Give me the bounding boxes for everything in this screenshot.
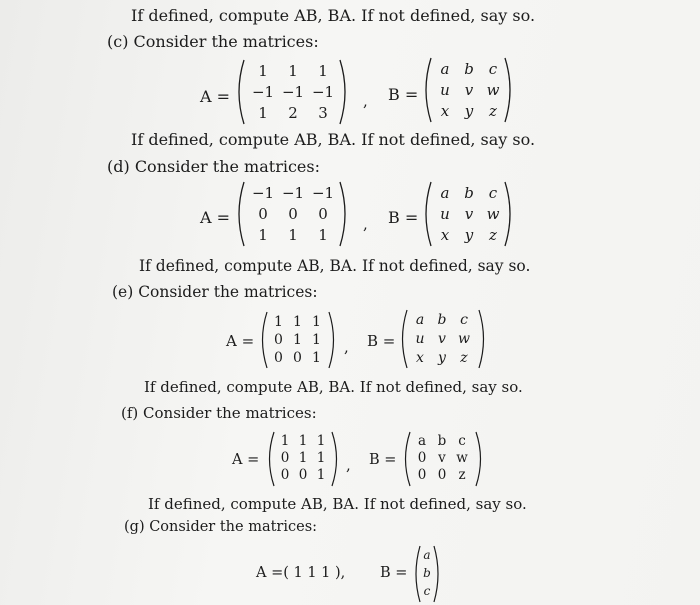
matrix-entry: −1 [311,83,335,101]
matrix-entry: 0 [274,332,283,348]
matrix-b [401,430,485,488]
part-c-heading: (c) Consider the matrices: [107,32,319,51]
matrix-entry: −1 [281,184,305,202]
matrix-entry: u [440,205,450,223]
matrix-entry: w [456,450,468,466]
row-vector-a [256,565,345,581]
matrix-entries [248,62,338,123]
matrix-entry: 0 [318,205,328,223]
matrix-entry: 1 [258,226,268,244]
matrix-entry: 0 [280,450,290,466]
matrix-b [421,56,515,124]
instruction-line: If defined, compute AB, BA. If not defined, say so. [139,257,531,275]
matrix-entry: 1 [312,350,321,366]
matrix-entry: −1 [251,184,275,202]
matrix-entry: v [438,450,446,466]
matrix-entry: w [458,331,470,347]
matrix-entry: 1 [318,62,328,80]
part-d-heading: (d) Consider the matrices: [107,157,320,176]
comma: , [344,338,349,356]
matrix-entry: 1 [312,314,321,330]
matrix-entries [412,433,472,484]
matrix-b-label: B = [388,208,419,227]
matrix-entry: −1 [281,83,305,101]
matrix-b [421,180,515,248]
column-vector-b [412,544,442,604]
matrix-a-label: A = [232,452,260,468]
matrix-b-label: B = [388,85,419,104]
matrix-entry: a [440,60,450,78]
matrix-entry: a [440,184,450,202]
comma: , [363,215,368,233]
instruction-line: If defined, compute AB, BA. If not defined, say so. [131,130,536,149]
matrix-a-label: A = [256,565,284,581]
matrix-entry: 1 [293,332,302,348]
matrix-entry: 0 [437,467,447,483]
matrix-entry: v [464,205,474,223]
matrix-a-label: A = [226,332,255,350]
comma: , [363,92,368,110]
matrix-entry: c [488,184,498,202]
matrix-entry: x [440,102,450,120]
matrix-a [258,310,338,370]
matrix-entry: w [486,81,500,99]
matrix-entry: a [423,548,431,562]
instruction-line: If defined, compute AB, BA. If not defined, say so. [144,378,523,396]
matrix-entry: z [489,226,497,244]
matrix-entry: 0 [417,467,427,483]
matrix-a [265,430,341,488]
matrix-entry: 0 [417,450,427,466]
matrix-b-label: B = [369,452,397,468]
matrix-entry: c [458,433,466,449]
matrix-entry: 1 [318,226,328,244]
matrix-entry: 0 [280,467,290,483]
matrix-entry: u [415,331,425,347]
matrix-entry: b [437,433,447,449]
matrix-entry: 0 [293,350,302,366]
matrix-b-label: B = [380,565,408,581]
matrix-entry: b [464,184,474,202]
matrix-a [234,58,350,126]
matrix-entry: 1 [298,433,308,449]
matrix-entry: u [440,81,450,99]
matrix-entries [409,311,475,367]
matrix-entry: z [458,467,466,483]
matrix-entry: x [440,226,450,244]
matrix-entry: 1 [312,332,321,348]
matrix-entries [433,184,505,245]
part-f-heading: (f) Consider the matrices: [121,404,317,422]
matrix-entry: 1 [258,62,268,80]
instruction-line: If defined, compute AB, BA. If not defined, say so. [131,6,536,25]
matrix-entry: 1 [316,467,326,483]
matrix-entry: c [460,312,468,328]
matrix-entry: y [464,102,474,120]
matrix-entry: 1 [316,450,326,466]
matrix-entries [433,60,505,121]
part-e-heading: (e) Consider the matrices: [112,283,318,301]
matrix-entry: 1 [258,104,268,122]
matrix-entry: 3 [318,104,328,122]
matrix-entry: z [460,350,468,366]
matrix-entry: 0 [274,350,283,366]
matrix-entries [420,547,434,600]
matrix-entry: 1 [274,314,283,330]
matrix-entry: b [423,566,431,580]
matrix-b [398,308,488,370]
matrix-a-label: A = [200,87,231,106]
matrix-entry: z [489,102,497,120]
matrix-entry: 1 [298,450,308,466]
matrix-entry: 0 [258,205,268,223]
matrix-entry: 1 [316,433,326,449]
matrix-a-label: A = [200,208,231,227]
matrix-entry: w [486,205,500,223]
matrix-a [234,180,350,248]
part-g-heading: (g) Consider the matrices: [124,519,318,535]
matrix-entries [269,313,326,367]
matrix-entry: 2 [288,104,298,122]
matrix-entry: c [488,60,498,78]
matrix-entry: b [437,312,447,328]
matrix-entry: a [415,312,425,328]
matrix-entry: c [423,584,431,598]
matrix-entry: v [464,81,474,99]
matrix-b-label: B = [367,332,396,350]
matrix-entry: 0 [288,205,298,223]
matrix-entry: v [438,331,446,347]
matrix-entry: 1 [293,314,302,330]
matrix-entry: a [417,433,427,449]
matrix-entry: b [464,60,474,78]
comma: , [346,456,351,474]
matrix-entry: y [464,226,474,244]
matrix-entry: −1 [311,184,335,202]
matrix-entry: y [438,350,446,366]
matrix-entry: 1 [288,226,298,244]
matrix-entry: x [416,350,424,366]
matrix-entry: 0 [298,467,308,483]
instruction-line: If defined, compute AB, BA. If not defined, say so. [148,495,527,513]
matrix-entries [276,433,330,484]
row-vector-entries: ( 1 1 1 ), [283,565,346,581]
matrix-entry: −1 [251,83,275,101]
matrix-entry: 1 [280,433,290,449]
matrix-entries [248,184,338,245]
matrix-entry: 1 [288,62,298,80]
